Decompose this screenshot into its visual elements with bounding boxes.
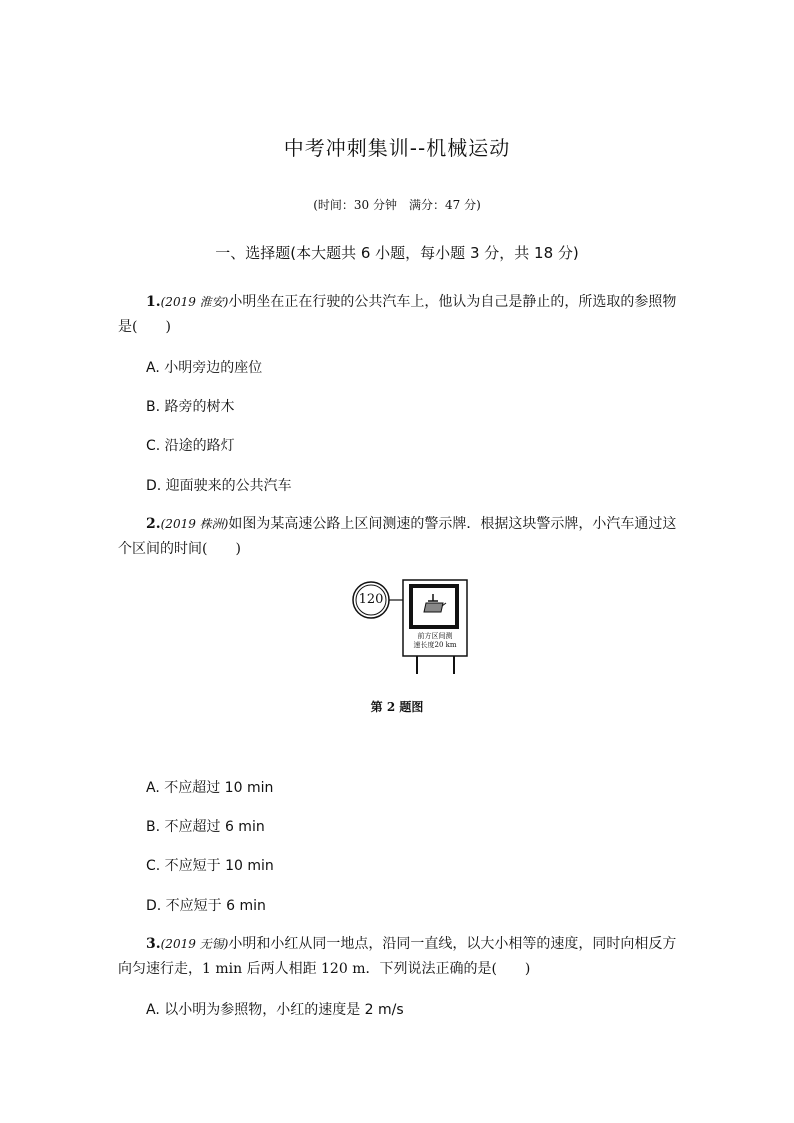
section-heading: 一、选择题(本大题共 6 小题，每小题 3 分，共 18 分) [215,244,579,262]
question-3 [118,932,678,982]
question-source: (2019 无锡) [160,937,229,951]
sign-text-line-1: 前方区间测 [417,632,453,640]
option-c: C. 沿途的路灯 [146,438,235,454]
warning-sign-figure [348,574,473,679]
speed-limit-value: 120 [358,592,384,607]
question-text: 小明和小红从同一地点，沿同一直线，以大小相等的速度，同时向相反方向匀速行走，1 min 后两人相距 120 m．下列说法正确的是( ) [118,936,677,977]
sign-text-line-2: 速长度20 km [413,641,457,649]
question-source: (2019 淮安) [160,295,229,309]
option-b: B. 不应超过 6 min [146,819,265,835]
option-d: D. 不应短于 6 min [146,898,266,914]
option-d: D. 迎面驶来的公共汽车 [146,478,292,494]
option-c: C. 不应短于 10 min [146,858,274,874]
question-2 [118,512,678,562]
figure-caption: 第 2 题图 [370,700,424,714]
camera-icon [424,603,443,612]
question-number: 3. [146,936,161,952]
question-number: 1. [146,294,161,310]
question-source: (2019 株洲) [160,517,229,531]
option-a: A. 小明旁边的座位 [146,360,263,376]
warning-sign-drawing [348,574,473,679]
page-title: 中考冲刺集训--机械运动 [283,136,511,160]
option-a: A. 以小明为参照物，小红的速度是 2 m/s [146,1002,404,1018]
question-text: 小明坐在正在行驶的公共汽车上，他认为自己是静止的，所选取的参照物是( ) [118,294,677,335]
exam-meta: (时间：30 分钟 满分：47 分) [313,198,481,212]
option-b: B. 路旁的树木 [146,399,235,415]
option-a: A. 不应超过 10 min [146,780,274,796]
question-text: 如图为某高速公路上区间测速的警示牌．根据这块警示牌，小汽车通过这个区间的时间( ) [118,516,677,557]
question-1 [118,290,678,340]
question-number: 2. [146,516,161,532]
